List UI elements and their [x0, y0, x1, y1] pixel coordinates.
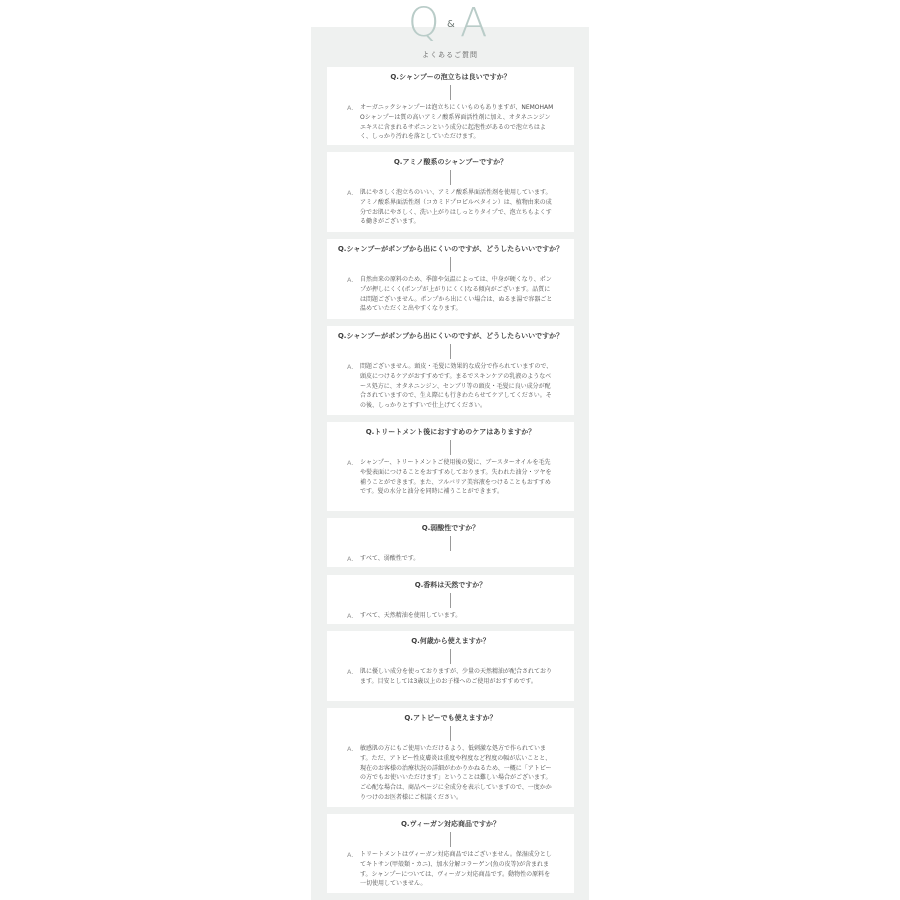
faq-card	[327, 631, 574, 701]
faq-answer: すべて、天然精油を使用しています。	[360, 612, 462, 619]
faq-question: Q.トリートメント後におすすめのケアはありますか？	[365, 428, 536, 436]
divider-line	[450, 85, 451, 100]
qa-logo-q: Q	[408, 0, 440, 46]
answer-mark: A.	[347, 459, 354, 467]
answer-mark: A.	[347, 276, 354, 284]
answer-mark: A.	[347, 612, 354, 620]
faq-answer: シャンプー、トリートメントご使用後の髪に、ブースターオイルを毛先や髪表面につけることをおすすめしております。失われた油分・ツヤを補うことができます。また、フルバリア美容液をつけることもおすすめです。髪の水分と油分を同時に補うことができます。	[360, 459, 552, 496]
faq-answer: トリートメントはヴィーガン対応商品ではございません。保湿成分としてキトサン(甲殻類・カニ)、加水分解コラーゲン(魚の皮等)が含まれます。シャンプーについては、ヴィーガン対応商品です。動物性の原料を一切使用していません。	[360, 851, 552, 888]
answer-mark: A.	[347, 555, 354, 563]
faq-answer: 肌に優しい成分を使っておりますが、少量の天然精油が配合されております。目安としては3歳以上のお子様へのご使用がおすすめです。	[360, 668, 553, 685]
faq-card	[327, 575, 574, 624]
divider-line	[450, 593, 451, 608]
faq-subtitle: よくあるご質問	[422, 51, 478, 59]
faq-header	[311, 0, 589, 65]
divider-line	[450, 536, 451, 551]
divider-line	[450, 649, 451, 664]
divider-line	[450, 440, 451, 455]
faq-answer: 敏感肌の方にもご使用いただけるよう、低刺激な処方で作られています。ただ、アトピー性皮膚炎は重度や程度など程度の幅が広いことと、現在のお客様の治療状況の詳細がわかりかねるため、一概に「アトピーの方でもお使いいただけます」ということは難しい場合がございます。ご心配な場合は、商品ページに全成分を表示していますので、一度かかりつけのお医者様にご相談ください。	[360, 745, 552, 801]
faq-question: Q.弱酸性ですか？	[421, 524, 480, 532]
qa-logo-ampersand: &	[447, 19, 455, 30]
faq-card	[327, 67, 574, 145]
faq-question: Q.アミノ酸系のシャンプーですか？	[393, 158, 508, 166]
faq-card	[327, 814, 574, 893]
faq-answer: すべて、弱酸性です。	[360, 555, 420, 562]
faq-answer: 問題ございません。頭皮・毛髪に効果的な成分で作られていますので、頭皮につけるケアがおすすめです。まるでスキンケアの乳液のようなベース処方に、オタネニンジン、センブリ等の頭皮・毛髪に良い成分が配合されていますので、生え際にも行きわたらせてケアしてください。その後、しっかりとすすいで仕上げてください。	[360, 363, 553, 410]
faq-answer: 肌にやさしく泡立ちのいい、アミノ酸系界面活性剤を使用しています。アミノ酸系界面活性剤（コカミドプロピルベタイン）は、植物由来の成分でお肌にやさしく、洗い上がりはしっとりタイプで、泡立ちもよくする働きがございます。	[360, 189, 552, 226]
qa-logo-a: A	[460, 0, 488, 46]
faq-question: Q.ヴィーガン対応商品ですか？	[400, 820, 501, 828]
faq-question: Q.シャンプーがポンプから出にくいのですが、どうしたらいいですか？	[337, 245, 564, 253]
faq-question: Q.シャンプーの泡立ちは良いですか？	[390, 73, 511, 81]
faq-answer: オーガニックシャンプーは泡立ちにくいものもありますが、NEMOHAMOシャンプーは質の高いアミノ酸系界面活性剤に加え、オタネニンジンエキスに含まれるサポニンという成分に起泡性があるので泡立ちはよく、しっかり汚れを落としていただけます。	[360, 104, 554, 141]
answer-mark: A.	[347, 189, 354, 197]
divider-line	[450, 344, 451, 359]
faq-question: Q.アトピーでも使えますか？	[404, 714, 497, 722]
faq-question: Q.シャンプーがポンプから出にくいのですが、どうしたらいいですか？	[337, 332, 564, 340]
answer-mark: A.	[347, 851, 354, 859]
faq-question: Q.何歳から使えますか？	[411, 637, 490, 645]
faq-card	[327, 239, 574, 319]
faq-card	[327, 708, 574, 807]
divider-line	[450, 726, 451, 741]
faq-card	[327, 422, 574, 511]
faq-answer: 自然由来の原料のため、季節や気温によっては、中身が硬くなり、ポンプが押しにくく(ポンプが上がりにくく)なる傾向がございます。品質には問題ございません。ポンプから出にくい場合は、ぬるま湯で容器ごと温めていただくと出やすくなります。	[360, 276, 553, 313]
faq-question: Q.香料は天然ですか？	[414, 581, 487, 589]
answer-mark: A.	[347, 668, 354, 676]
divider-line	[450, 170, 451, 185]
answer-mark: A.	[347, 104, 354, 112]
divider-line	[450, 832, 451, 847]
faq-card	[327, 152, 574, 232]
faq-card	[327, 518, 574, 567]
answer-mark: A.	[347, 745, 354, 753]
answer-mark: A.	[347, 363, 354, 371]
divider-line	[450, 257, 451, 272]
faq-card	[327, 326, 574, 415]
